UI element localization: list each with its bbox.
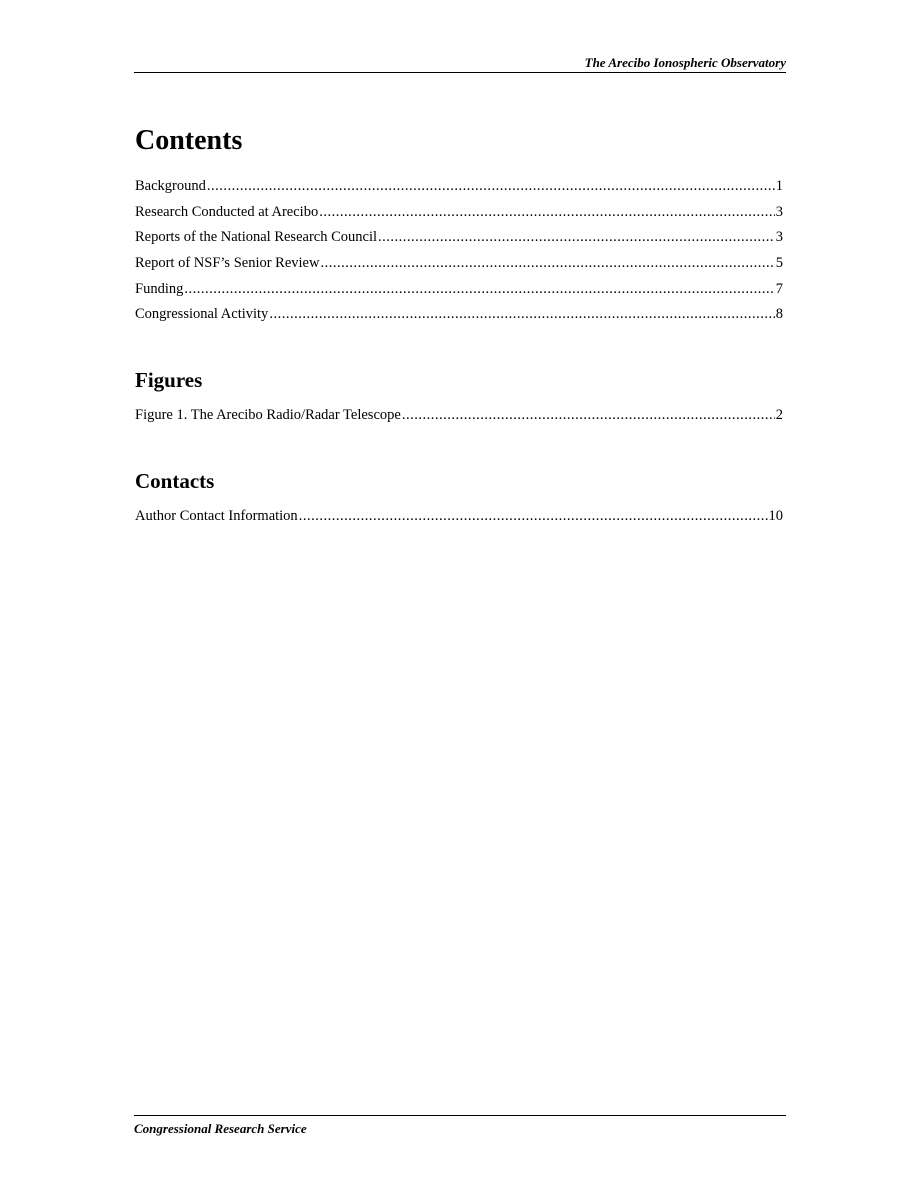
toc-entry[interactable] <box>135 406 783 432</box>
toc-entry-label[interactable]: Report of NSF’s Senior Review <box>135 255 320 272</box>
dot-leader <box>299 507 768 525</box>
dot-leader <box>207 177 775 195</box>
toc-entry[interactable] <box>135 280 783 306</box>
dot-leader <box>378 228 775 246</box>
running-header <box>134 56 786 73</box>
toc-entry[interactable] <box>135 228 783 254</box>
running-footer <box>134 1115 786 1137</box>
toc-entry-page[interactable]: 1 <box>775 178 783 194</box>
toc-entry-page[interactable]: 5 <box>775 255 783 272</box>
toc-entry-page[interactable]: 7 <box>775 280 783 297</box>
toc-entry[interactable] <box>135 305 783 331</box>
toc-entry[interactable] <box>135 507 783 533</box>
toc-entry-label[interactable]: Author Contact Information <box>135 508 298 524</box>
contents-list <box>135 177 783 331</box>
toc-entry-label[interactable]: Funding <box>135 280 184 297</box>
dot-leader <box>184 280 774 298</box>
toc-entry-label[interactable]: Research Conducted at Arecibo <box>135 203 319 220</box>
contents-heading: Contents <box>135 125 243 156</box>
toc-entry[interactable] <box>135 203 783 229</box>
toc-entry-page[interactable]: 2 <box>775 407 783 423</box>
toc-entry-page[interactable]: 10 <box>768 508 783 524</box>
contacts-heading: Contacts <box>135 469 215 493</box>
toc-entry-page[interactable]: 8 <box>775 306 783 323</box>
toc-entry-label[interactable]: Reports of the National Research Council <box>135 229 378 246</box>
dot-leader <box>269 305 774 323</box>
toc-entry-page[interactable]: 3 <box>775 229 783 246</box>
toc-entry-page[interactable]: 3 <box>775 203 783 220</box>
figures-heading: Figures <box>135 368 203 392</box>
contacts-list <box>135 507 783 533</box>
toc-entry-label[interactable]: Congressional Activity <box>135 306 269 323</box>
toc-entry[interactable] <box>135 177 783 203</box>
toc-entry-label[interactable]: Figure 1. The Arecibo Radio/Radar Telescope <box>135 407 401 423</box>
running-header-title: The Arecibo Ionospheric Observatory <box>584 55 786 70</box>
dot-leader <box>319 203 775 221</box>
toc-entry-label[interactable]: Background <box>135 178 206 194</box>
toc-entry[interactable] <box>135 254 783 280</box>
figures-list <box>135 406 783 432</box>
dot-leader <box>402 406 775 424</box>
running-footer-publisher: Congressional Research Service <box>134 1121 307 1136</box>
dot-leader <box>320 254 774 272</box>
